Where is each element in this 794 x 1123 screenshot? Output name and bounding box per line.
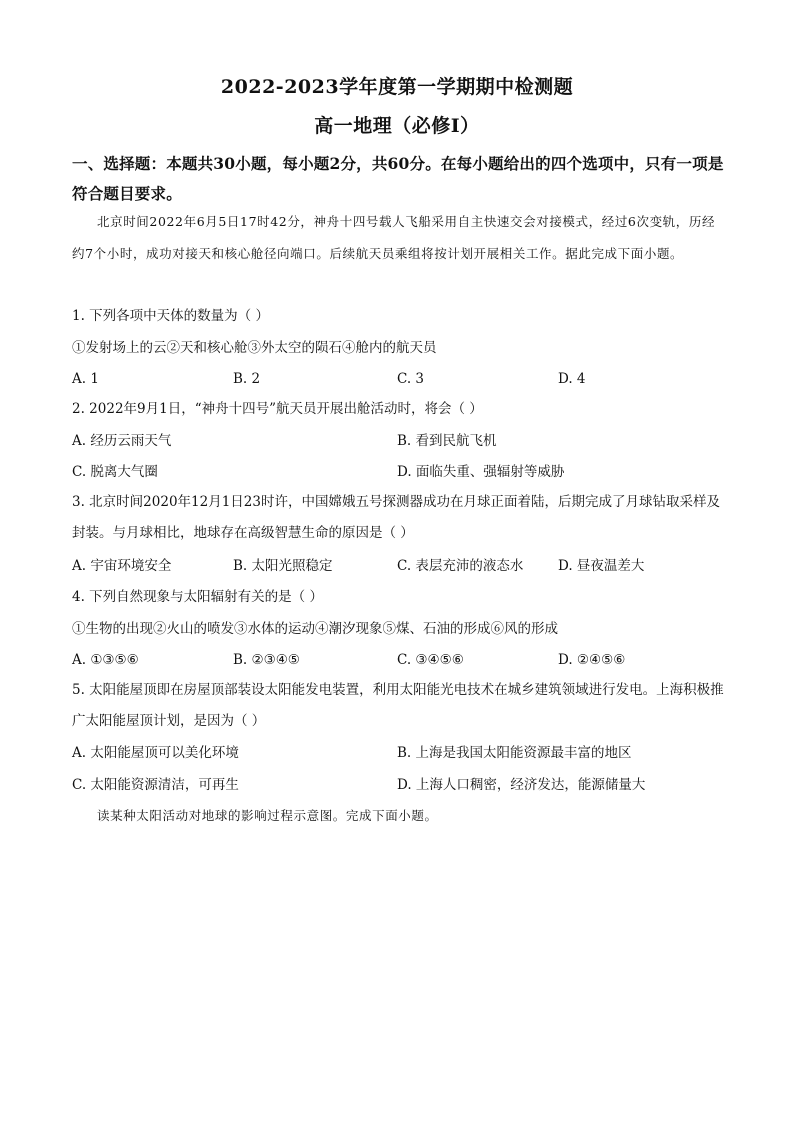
question-4-option-c[interactable]: C. ③④⑤⑥ bbox=[397, 652, 464, 668]
question-1-option-b[interactable]: B. 2 bbox=[233, 371, 261, 387]
question-4-option-a[interactable]: A. ①③⑤⑥ bbox=[72, 652, 139, 668]
question-4-option-b[interactable]: B. ②③④⑤ bbox=[233, 652, 300, 668]
section-heading: 一、选择题：本题共30小题，每小题2分，共60分。在每小题给出的四个选项中，只有一项是符合题目要求。 bbox=[72, 154, 724, 203]
question-1-option-c[interactable]: C. 3 bbox=[397, 371, 425, 387]
question-2-option-a[interactable]: A. 经历云雨天气 bbox=[72, 433, 172, 449]
exam-subtitle: 高一地理（必修Ⅰ） bbox=[314, 115, 480, 137]
question-3-option-c[interactable]: C. 表层充沛的液态水 bbox=[397, 558, 524, 574]
question-1-statements: ①发射场上的云②天和核心舱③外太空的陨石④舱内的航天员 bbox=[72, 340, 437, 356]
question-5-stem: 5. 太阳能屋顶即在房屋顶部装设太阳能发电装置，利用太阳能光电技术在城乡建筑领域进行发电。上海积极推广太阳能屋顶计划，是因为（ ） bbox=[72, 682, 724, 729]
question-5-option-a[interactable]: A. 太阳能屋顶可以美化环境 bbox=[72, 745, 239, 761]
question-2-option-d[interactable]: D. 面临失重、强辐射等威胁 bbox=[397, 464, 565, 480]
question-3-option-d[interactable]: D. 昼夜温差大 bbox=[558, 558, 645, 574]
reading-passage-2: 读某种太阳活动对地球的影响过程示意图。完成下面小题。 bbox=[97, 808, 438, 823]
question-1-stem: 1. 下列各项中天体的数量为（ ） bbox=[72, 308, 269, 324]
question-3-option-a[interactable]: A. 宇宙环境安全 bbox=[72, 558, 172, 574]
question-4-statements: ①生物的出现②火山的喷发③水体的运动④潮汐现象⑤煤、石油的形成⑥风的形成 bbox=[72, 621, 558, 637]
question-5-option-b[interactable]: B. 上海是我国太阳能资源最丰富的地区 bbox=[397, 745, 632, 761]
reading-passage-1: 北京时间2022年6月5日17时42分，神舟十四号载人飞船采用自主快速交会对接模式，经过6次变轨，历经约7个小时，成功对接天和核心舱径向端口。后续航天员乘组将按计划开展相关工作。据此完成下面小题。 bbox=[72, 214, 716, 261]
question-4-option-d[interactable]: D. ②④⑤⑥ bbox=[558, 652, 626, 668]
question-4-stem: 4. 下列自然现象与太阳辐射有关的是（ ） bbox=[72, 589, 323, 605]
question-5-option-d[interactable]: D. 上海人口稠密，经济发达，能源储量大 bbox=[397, 777, 646, 793]
question-2-option-c[interactable]: C. 脱离大气圈 bbox=[72, 464, 158, 480]
question-3-option-b[interactable]: B. 太阳光照稳定 bbox=[233, 558, 333, 574]
question-1-option-d[interactable]: D. 4 bbox=[558, 371, 586, 387]
question-2-option-b[interactable]: B. 看到民航飞机 bbox=[397, 433, 497, 449]
question-3-stem: 3. 北京时间2020年12月1日23时许，中国嫦娥五号探测器成功在月球正面着陆，后期完成了月球钻取采样及封装。与月球相比，地球存在高级智慧生命的原因是（ ） bbox=[72, 494, 720, 541]
question-2-stem: 2. 2022年9月1日，“神舟十四号”航天员开展出舱活动时，将会（ ） bbox=[72, 401, 483, 417]
question-5-option-c[interactable]: C. 太阳能资源清洁，可再生 bbox=[72, 777, 239, 793]
exam-title: 2022-2023学年度第一学期期中检测题 bbox=[220, 76, 574, 98]
question-1-option-a[interactable]: A. 1 bbox=[72, 371, 99, 387]
